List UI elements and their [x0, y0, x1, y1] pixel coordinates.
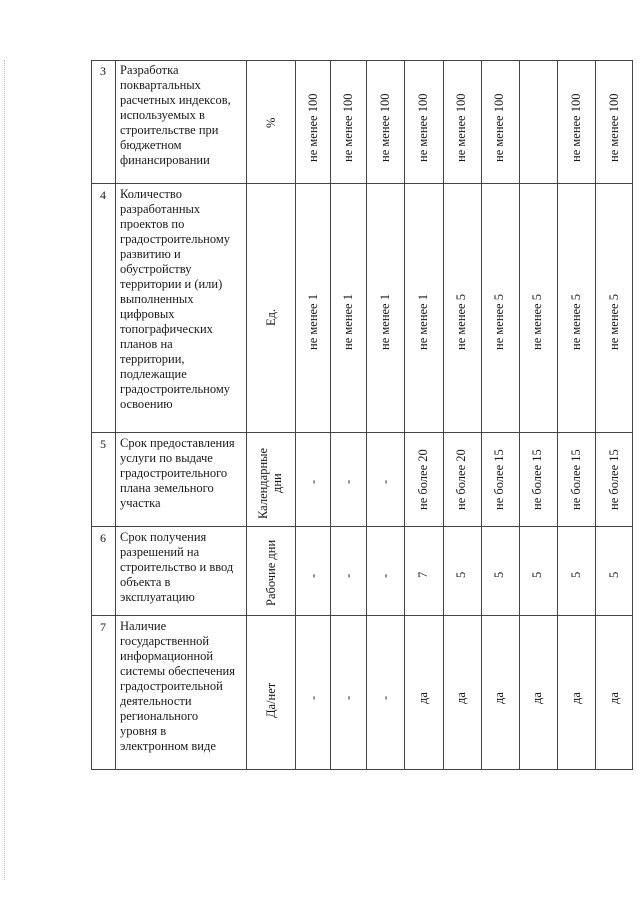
- value-cell: -: [306, 479, 320, 484]
- value-cell: не менее 100: [341, 93, 355, 162]
- column-divider: [443, 60, 444, 770]
- name-line: электронном виде: [120, 739, 216, 753]
- name-line: топографических: [120, 322, 213, 336]
- value-cell: не менее 1: [306, 294, 320, 350]
- column-divider: [557, 60, 558, 770]
- table-border-top: [91, 60, 633, 61]
- row-number: 6: [100, 531, 106, 545]
- row-number: 7: [100, 620, 106, 634]
- name-line: цифровых: [120, 307, 175, 321]
- value-cell: не менее 100: [378, 93, 392, 162]
- value-cell: -: [306, 573, 320, 578]
- name-line: расчетных индексов,: [120, 93, 231, 107]
- name-line: деятельности: [120, 694, 192, 708]
- name-line: разработанных: [120, 202, 201, 216]
- value-cell: не более 15: [530, 449, 544, 510]
- value-cell: -: [341, 695, 355, 700]
- value-cell: -: [341, 573, 355, 578]
- name-line: государственной: [120, 634, 210, 648]
- value-cell: не более 15: [492, 449, 506, 510]
- column-divider: [246, 60, 247, 770]
- name-line: градостроительного: [120, 466, 228, 480]
- name-line: выполненных: [120, 292, 194, 306]
- name-line: информационной: [120, 649, 214, 663]
- name-line: территории и (или): [120, 277, 223, 291]
- name-line: участка: [120, 496, 161, 510]
- name-line: градостроительной: [120, 679, 223, 693]
- name-line: плана земельного: [120, 481, 214, 495]
- name-line: уровня в: [120, 724, 167, 738]
- table-border-left: [91, 60, 92, 770]
- table-border-bottom: [91, 769, 633, 770]
- value-cell: не менее 5: [607, 294, 621, 350]
- value-cell: -: [378, 573, 392, 578]
- name-line: системы обеспечения: [120, 664, 235, 678]
- row-divider: [91, 183, 633, 184]
- column-divider: [330, 60, 331, 770]
- name-line: градостроительному: [120, 382, 231, 396]
- value-cell: да: [607, 692, 621, 704]
- value-cell: не менее 1: [378, 294, 392, 350]
- name-line: освоению: [120, 397, 173, 411]
- value-cell: не менее 100: [416, 93, 430, 162]
- row-number: 3: [100, 64, 106, 78]
- column-divider: [366, 60, 367, 770]
- row-divider: [91, 526, 633, 527]
- value-cell: 5: [607, 571, 621, 578]
- value-cell: -: [378, 695, 392, 700]
- unit-of-measure: Рабочие дни: [264, 539, 278, 606]
- row-number: 4: [100, 188, 106, 202]
- unit-of-measure: Да/нет: [264, 682, 278, 718]
- name-line: развитию и: [120, 247, 181, 261]
- value-cell: 5: [530, 571, 544, 578]
- name-line: поквартальных: [120, 78, 201, 92]
- value-cell: не менее 5: [530, 294, 544, 350]
- name-line: Срок предоставления: [120, 436, 235, 450]
- row-divider: [91, 432, 633, 433]
- name-line: подлежащие: [120, 367, 187, 381]
- value-cell: да: [530, 692, 544, 704]
- column-divider: [115, 60, 116, 770]
- name-line: Срок получения: [120, 530, 207, 544]
- name-line: проектов по: [120, 217, 185, 231]
- unit-of-measure: Календарные: [256, 447, 270, 519]
- value-cell: не менее 100: [454, 93, 468, 162]
- value-cell: 7: [416, 571, 430, 578]
- value-cell: -: [306, 695, 320, 700]
- value-cell: 5: [569, 571, 583, 578]
- table-border-right: [632, 60, 633, 770]
- unit-of-measure: %: [264, 117, 278, 128]
- value-cell: 5: [492, 571, 506, 578]
- indicator-name: [120, 436, 244, 511]
- unit-of-measure: дни: [270, 473, 284, 493]
- value-cell: не менее 5: [454, 294, 468, 350]
- row-number: 5: [100, 437, 106, 451]
- value-cell: не более 20: [416, 449, 430, 510]
- name-line: финансировании: [120, 153, 210, 167]
- unit-of-measure: Ед.: [264, 308, 278, 326]
- value-cell: не менее 100: [306, 93, 320, 162]
- value-cell: не менее 1: [341, 294, 355, 350]
- value-cell: да: [416, 692, 430, 704]
- column-divider: [595, 60, 596, 770]
- value-cell: не менее 100: [607, 93, 621, 162]
- indicator-name: [120, 187, 244, 412]
- indicator-name: [120, 530, 244, 605]
- name-line: Наличие: [120, 619, 167, 633]
- column-divider: [519, 60, 520, 770]
- name-line: Разработка: [120, 63, 179, 77]
- value-cell: не менее 100: [492, 93, 506, 162]
- name-line: используемых в: [120, 108, 205, 122]
- value-cell: 5: [454, 571, 468, 578]
- name-line: регионального: [120, 709, 199, 723]
- value-cell: не менее 1: [416, 294, 430, 350]
- name-line: планов на: [120, 337, 173, 351]
- value-cell: да: [492, 692, 506, 704]
- name-line: обустройству: [120, 262, 192, 276]
- name-line: объекта в: [120, 575, 171, 589]
- name-line: Количество: [120, 187, 182, 201]
- column-divider: [404, 60, 405, 770]
- column-divider: [295, 60, 296, 770]
- indicator-name: [120, 63, 244, 168]
- value-cell: не менее 100: [569, 93, 583, 162]
- value-cell: -: [341, 479, 355, 484]
- value-cell: не более 15: [607, 449, 621, 510]
- indicator-name: [120, 619, 244, 754]
- column-divider: [481, 60, 482, 770]
- row-divider: [91, 615, 633, 616]
- name-line: строительстве при: [120, 123, 219, 137]
- scan-edge: [4, 60, 6, 880]
- name-line: бюджетном: [120, 138, 182, 152]
- value-cell: не менее 5: [492, 294, 506, 350]
- name-line: градостроительному: [120, 232, 231, 246]
- name-line: территории,: [120, 352, 185, 366]
- name-line: строительство и ввод: [120, 560, 234, 574]
- value-cell: да: [569, 692, 583, 704]
- value-cell: не более 15: [569, 449, 583, 510]
- value-cell: не менее 5: [569, 294, 583, 350]
- value-cell: да: [454, 692, 468, 704]
- name-line: услуги по выдаче: [120, 451, 213, 465]
- value-cell: не более 20: [454, 449, 468, 510]
- name-line: разрешений на: [120, 545, 200, 559]
- value-cell: -: [378, 479, 392, 484]
- name-line: эксплуатацию: [120, 590, 195, 604]
